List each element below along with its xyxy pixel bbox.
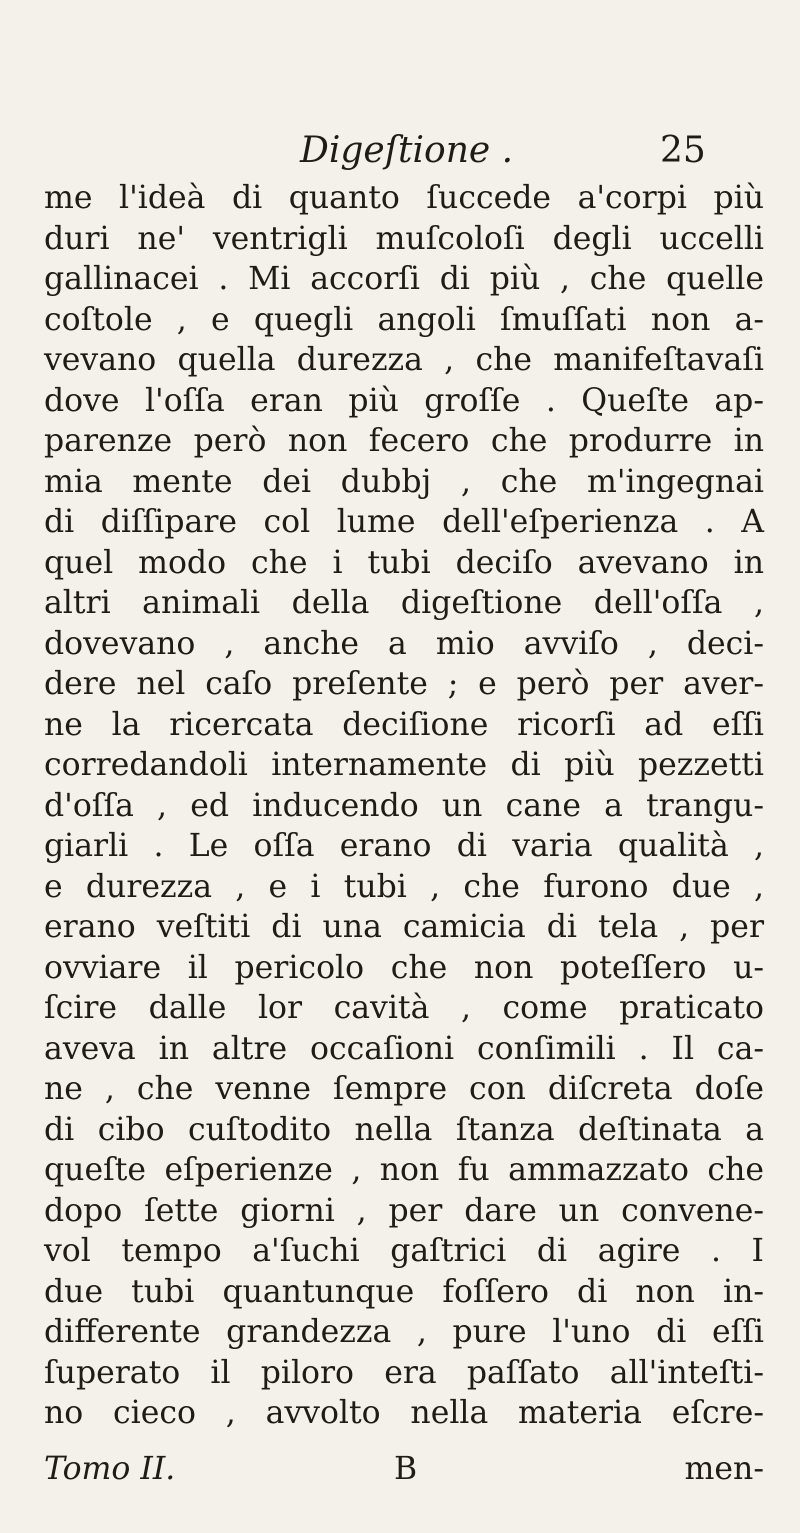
text-line: me l'ideà di quanto ſuccede a'corpi più	[44, 180, 764, 216]
body-text	[44, 178, 764, 1434]
running-header	[0, 130, 800, 170]
text-line: ne la ricercata deciſione ricorſi ad eſſi	[44, 706, 764, 743]
text-line: gallinacei . Mi accorſi di più , che quelle	[44, 261, 764, 297]
text-line: duri ne' ventrigli muſcoloſi degli uccelli	[44, 220, 764, 257]
text-line: quel modo che i tubi deciſo avevano in	[44, 544, 764, 581]
running-title: Digeſtione .	[300, 130, 514, 171]
page-number: 25	[660, 130, 706, 171]
text-line: coſtole , e quegli angoli ſmuſſati non a-	[44, 301, 764, 338]
text-line: d'oſſa , ed inducendo un cane a trangu-	[44, 787, 764, 824]
text-line: ne , che venne ſempre con diſcreta doſe	[44, 1071, 764, 1107]
text-line: di diſſipare col lume dell'eſperienza . A	[44, 504, 764, 540]
text-line: dere nel caſo preſente ; e però per aver-	[44, 666, 764, 702]
page-footer	[44, 1451, 764, 1491]
text-line: ſuperato il piloro era paſſato all'inteſti-	[44, 1354, 764, 1391]
text-line: queſte eſperienze , non fu ammazzato che	[44, 1152, 764, 1188]
text-line: vevano quella durezza , che manifeſtavaſi	[44, 342, 764, 378]
text-line: e durezza , e i tubi , che furono due ,	[44, 868, 764, 905]
text-line: due tubi quantunque foſſero di non in-	[44, 1273, 764, 1310]
text-line: aveva in altre occaſioni conſimili . Il ca-	[44, 1030, 764, 1067]
volume-label: Tomo II.	[44, 1451, 176, 1487]
text-line: differente grandezza , pure l'uno di eſſi	[44, 1314, 764, 1350]
text-line: dovevano , anche a mio avviſo , deci-	[44, 625, 764, 662]
text-line: di cibo cuſtodito nella ſtanza deſtinata a	[44, 1111, 764, 1148]
text-line: dove l'oſſa eran più groſſe . Queſte ap-	[44, 382, 764, 419]
text-line: erano veſtiti di una camicia di tela , per	[44, 909, 764, 945]
text-line: vol tempo a'ſuchi gaſtrici di agire . I	[44, 1233, 764, 1269]
text-line: ovviare il pericolo che non poteſſero u-	[44, 949, 764, 986]
text-line: no cieco , avvolto nella materia eſcre-	[44, 1395, 764, 1431]
catchword: men-	[684, 1451, 764, 1487]
text-line: parenze però non fecero che produrre in	[44, 423, 764, 459]
text-line: altri animali della digeſtione dell'oſſa ,	[44, 585, 764, 621]
text-line: dopo ſette giorni , per dare un convene-	[44, 1192, 764, 1229]
signature-mark: B	[394, 1451, 418, 1487]
text-line: ſcire dalle lor cavità , come praticato	[44, 990, 764, 1026]
text-line: corredandoli internamente di più pezzetti	[44, 747, 764, 783]
text-line: giarli . Le oſſa erano di varia qualità ,	[44, 828, 764, 864]
text-line: mia mente dei dubbj , che m'ingegnai	[44, 463, 764, 500]
